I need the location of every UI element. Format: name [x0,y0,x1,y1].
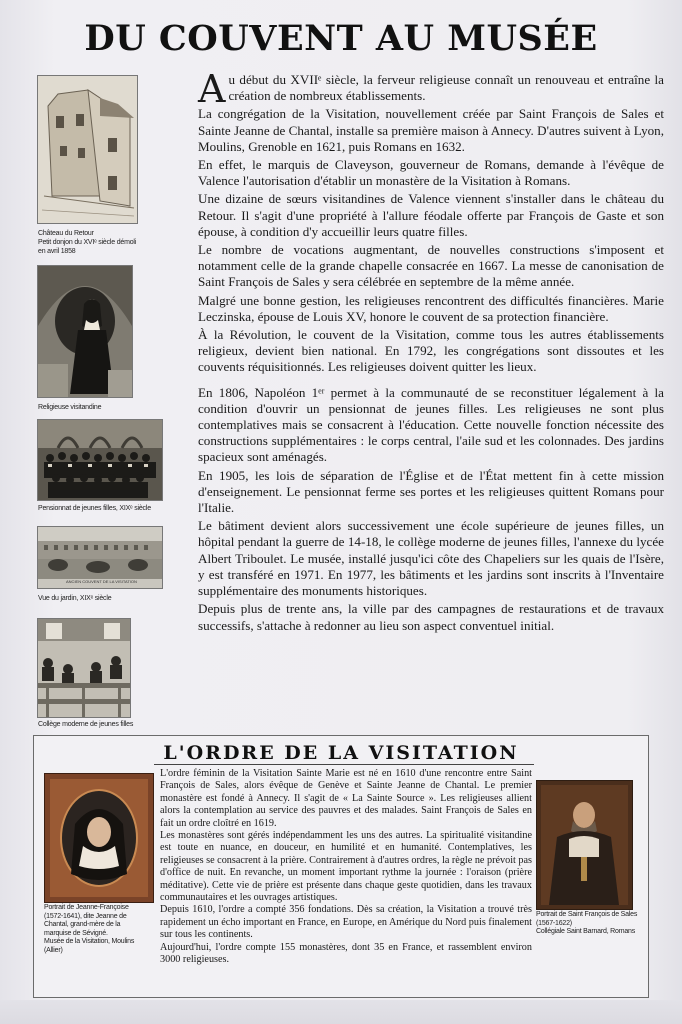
paragraph: En effet, le marquis de Claveyson, gouverneur de Romans, demande à l'évêque de Valence l'autorisation d'établir un monastère de la Visitation à Romans. [198,157,664,189]
pensionnat-group [38,420,162,500]
jardin-inset-text: ANCIEN COUVENT DE LA VISITATION [66,579,137,584]
bottom-edge [0,1000,682,1024]
dropcap-letter: A [198,67,226,111]
paragraph: Le nombre de vocations augmentant, de nouvelles constructions s'imposent et notamment celle de la grande chapelle consacrée en 1667. La messe de canonisation de Saint François de Sales y sera célébrée en septembre de la même année. [198,242,664,290]
paragraph: Les monastères sont gérés indépendamment les uns des autres. La spiritualité visitandine est toute en nuance, en douceur, en humilité et en humanité. Contemplatives, les religieuses se consacrent à la prière. Contrairement à d'autres ordres, la règle ne prévoit pas d'office de nuit. En revanche, un moment important rythme la journée : l'oraison (prière méditative). Cette vie de prière est présente dans chaque geste quotidien, dans les travaux communautaires et les ouvrages artistiques. [160,830,532,904]
paragraph: La congrégation de la Visitation, nouvellement créée par Saint François de Sales et Sainte Jeanne de Chantal, installe sa première maison à Annecy. D'autres suivent à Lyon, Moulins, Grenoble en 1621, puis Romans en 1632. [198,106,664,154]
ordre-section [33,735,649,998]
paragraph: À la Révolution, le couvent de la Visitation, comme tous les autres établissements religieux, devient bien national. En 1792, les congrégations sont dissoutes et les couvents réquisitionnés. Les religieuses doivent quitter les lieux. [198,327,664,375]
portrait-jeanne [45,774,153,902]
college-photo [37,618,131,718]
paragraph: En 1905, les lois de séparation de l'Église et de l'État mettent fin à cette mission d'enseignement. Le pensionnat ferme ses portes et les religieuses quittent Romans pour l'Italie. [198,467,664,516]
paragraph: Une dizaine de sœurs visitandines de Valence viennent s'installer dans le château du Retour. Il s'agit d'une propriété à l'allure féodale offerte par François de Gaste et son épouse, à condition d'y accueillir leurs quatre filles. [198,191,664,239]
college-classroom [38,619,130,717]
portrait-jeanne-frame [44,773,154,903]
paragraph: Depuis 1610, l'ordre a compté 356 fondations. Dès sa création, la Visitation a trouvé très rapidement un écho important en France, en Europe, en Amérique du Nord puis finalement sur tous les continents. [160,904,532,941]
portrait-francois-caption: Portrait de Saint François de Sales (1567-1622) Collégiale Saint Barnard, Romans [536,911,638,936]
title-underline [154,764,534,765]
portrait-francois-frame [536,780,633,910]
paragraph: En 1806, Napoléon 1ᵉʳ permet à la communauté de se reconstituer légalement à la condition d'ouvrir un pensionnat de jeunes filles. Les religieuses ne sont plus contemplatives mais se consacrent à l'éducation. Cette nouvelle fonction nécessite des constructions supplémentaires : le corps central, l'aile sud et les colonnades. Des jardins spacieux sont aménagés. [198,384,664,465]
jardin-photo [37,526,163,589]
portrait-jeanne-caption: Portrait de Jeanne-Françoise (1572-1641), dite Jeanne de Chantal, grand-mère de la marquise de Sévigné. Musée de la Visitation, Moulins (Allier) [44,904,135,954]
paragraph: Le bâtiment devient alors successivement une école supérieure de jeunes filles, un hôpital pendant la guerre de 14-18, le collège moderne de jeunes filles, l'annexe du lycée Albert Triboulet. Le musée, installé jusqu'ici côte des Chapeliers sur les quais de l'Isère, y est transféré en 1971. En 1977, les bâtiments et les jardins sont inscrits à l'Inventaire supplémentaire des monuments historiques. [198,518,664,599]
jardin-view [38,527,162,579]
page-title: DU COUVENT AU MUSÉE [84,18,598,59]
intro-paragraph: Au début du XVIIᵉ siècle, la ferveur religieuse connaît un renouveau et entraîne la création de nombreux établissements. [198,67,664,111]
portrait-francois [537,781,632,909]
jardin-caption: Vue du jardin, XIXᵉ siècle [38,595,112,602]
ordre-title: L'ORDRE DE LA VISITATION [163,742,519,764]
paragraph: Aujourd'hui, l'ordre compte 155 monastères, dont 35 en France, et rassemblent environ 3000 religieuses. [160,941,532,966]
chateau-photo [37,75,138,224]
nun-photo [37,265,133,398]
chateau-drawing [38,76,137,223]
nun-figure [38,266,132,397]
nun-caption: Religieuse visitandine [38,404,102,411]
college-caption: Collège moderne de jeunes filles [38,721,134,728]
pensionnat-caption: Pensionnat de jeunes filles, XIXᵉ siècle [38,505,151,512]
chateau-caption: Château du Retour Petit donjon du XVIᵉ siècle démoli en avril 1858 [38,230,137,255]
paragraph: L'ordre féminin de la Visitation Sainte Marie est né en 1610 d'une rencontre entre Saint François de Sales, alors évêque de Genève et Sainte Jeanne de Chantal. Le premier monastère est fondé à Annecy. Il s'agit de « La Sainte Source ». Les religieuses allient alors la contemplation au service des pauvres et des malades. Saint François de Sales en fait un ordre cloîtré en 1619. [160,768,532,829]
pensionnat-photo [37,419,163,501]
paragraph: Depuis plus de trente ans, la ville par des campagnes de restaurations et de travaux successifs, s'attache à redonner au lieu son aspect conventuel initial. [198,601,664,633]
paragraph: Malgré une bonne gestion, les religieuses rencontrent des difficultés financières. Marie Leczinska, épouse de Louis XV, honore le couvent de sa protection financière. [198,292,664,324]
main-text-column [198,67,664,636]
ordre-text [160,768,532,967]
